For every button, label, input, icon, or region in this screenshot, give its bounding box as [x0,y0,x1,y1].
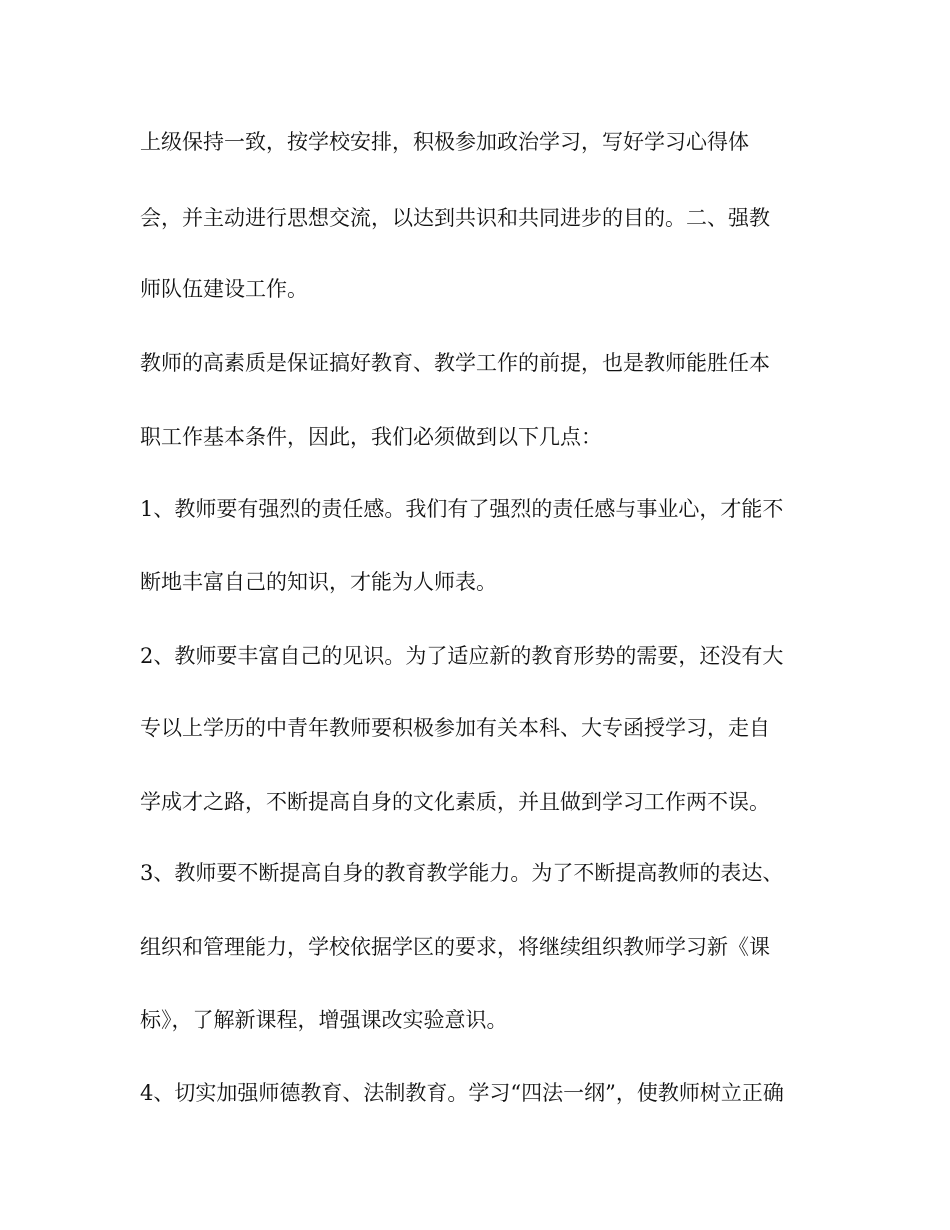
text-line: 2、教师要丰富自己的见识。为了适应新的教育形势的需要，还没有大 [140,644,784,668]
text-line: 会，并主动进行思想交流，以达到共识和共同进步的目的。二、强教 [140,206,770,230]
text-line: 学成才之路，不断提高自身的文化素质，并且做到学习工作两不误。 [140,790,770,814]
text-line: 1、教师要有强烈的责任感。我们有了强烈的责任感与事业心，才能不 [140,497,784,521]
text-line: 标》，了解新课程，增强课改实验意识。 [140,1008,508,1032]
text-line: 专以上学历的中青年教师要积极参加有关本科、大专函授学习，走自 [140,716,770,740]
text-line: 职工作基本条件，因此，我们必须做到以下几点： [140,425,602,449]
text-line: 上级保持一致，按学校安排，积极参加政治学习，写好学习心得体 [140,130,749,154]
text-line: 师队伍建设工作。 [140,277,308,301]
text-line: 4、切实加强师德教育、法制教育。学习“四法一纲”，使教师树立正确 [140,1081,784,1105]
text-line: 组织和管理能力，学校依据学区的要求，将继续组织教师学习新《课 [140,935,770,959]
text-line: 教师的高素质是保证搞好教育、教学工作的前提，也是教师能胜任本 [140,351,770,375]
text-line: 3、教师要不断提高自身的教育教学能力。为了不断提高教师的表达、 [140,861,784,885]
text-line: 断地丰富自己的知识，才能为人师表。 [140,570,497,594]
